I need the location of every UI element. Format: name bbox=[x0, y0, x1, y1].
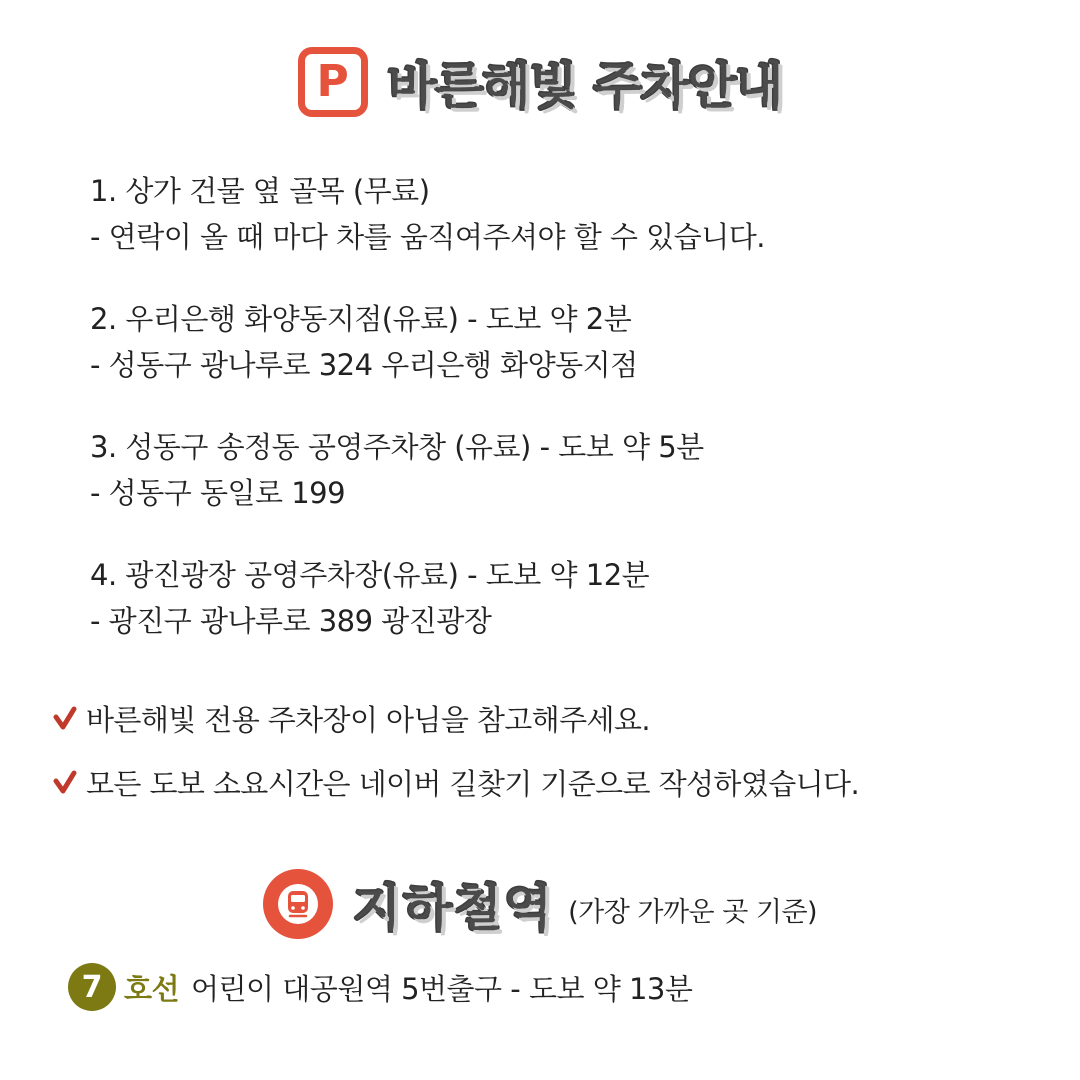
parking-header bbox=[0, 42, 1080, 122]
note-text: 바른해빛 전용 주차장이 아님을 참고해주세요. bbox=[86, 702, 650, 737]
parking-item bbox=[90, 552, 1050, 644]
parking-list bbox=[90, 168, 1050, 644]
parking-item bbox=[90, 424, 1050, 516]
station-description: 어린이 대공원역 5번출구 - 도보 약 13분 bbox=[191, 971, 693, 1006]
parking-item-title: 2. 우리은행 화양동지점(유료) - 도보 약 2분 bbox=[90, 302, 632, 336]
notes-list bbox=[52, 688, 1052, 816]
line-number-badge: 7 bbox=[68, 963, 116, 1011]
parking-item-detail: - 광진구 광나루로 389 광진광장 bbox=[90, 604, 492, 638]
note-item bbox=[52, 752, 1052, 812]
parking-item-title: 4. 광진광장 공영주차장(유료) - 도보 약 12분 bbox=[90, 558, 650, 592]
line-label: 호선 bbox=[124, 971, 180, 1006]
parking-item-detail: - 연락이 올 때 마다 차를 움직여주셔야 할 수 있습니다. bbox=[90, 220, 765, 254]
subway-subtitle: (가장 가까운 곳 기준) bbox=[568, 896, 818, 928]
parking-item-detail: - 성동구 광나루로 324 우리은행 화양동지점 bbox=[90, 348, 638, 382]
subway-line-info bbox=[68, 962, 692, 1012]
checkmark-icon bbox=[52, 705, 78, 731]
note-text: 모든 도보 소요시간은 네이버 길찾기 기준으로 작성하였습니다. bbox=[86, 766, 860, 801]
parking-item bbox=[90, 296, 1050, 388]
parking-item bbox=[90, 168, 1050, 260]
parking-item-title: 3. 성동구 송정동 공영주차창 (유료) - 도보 약 5분 bbox=[90, 430, 704, 464]
subway-header bbox=[0, 866, 1080, 942]
subway-title: 지하철역 bbox=[352, 879, 555, 937]
parking-item-title: 1. 상가 건물 옆 골목 (무료) bbox=[90, 174, 430, 208]
checkmark-icon bbox=[52, 769, 78, 795]
parking-title: 바른해빛 주차안내 bbox=[387, 57, 783, 115]
parking-icon: P bbox=[298, 47, 368, 117]
train-icon bbox=[263, 869, 333, 939]
note-item bbox=[52, 688, 1052, 748]
parking-item-detail: - 성동구 동일로 199 bbox=[90, 476, 346, 510]
